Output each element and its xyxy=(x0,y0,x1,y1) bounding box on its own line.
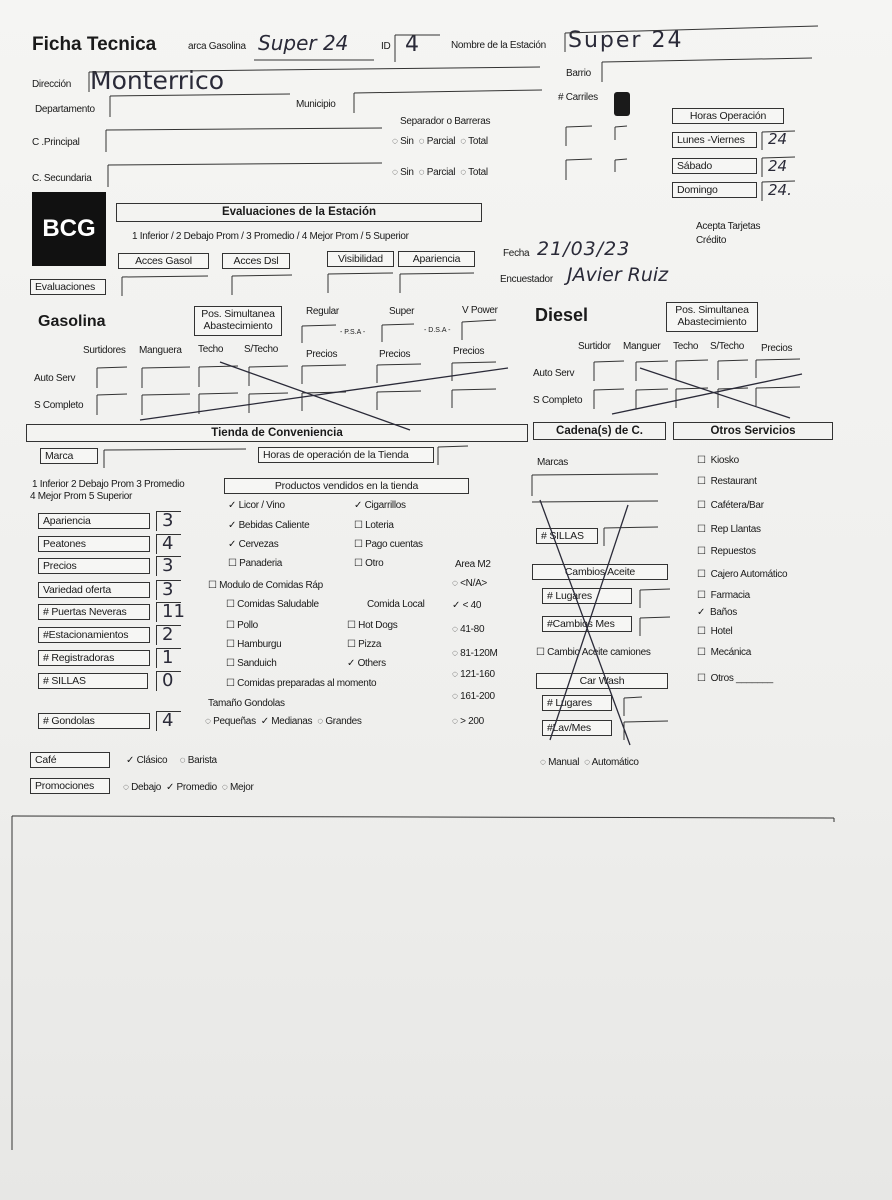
otros-item[interactable]: ✓ Baños xyxy=(697,607,737,618)
product-item[interactable]: ✓ Cigarrillos xyxy=(354,500,406,511)
diesel-title: Diesel xyxy=(535,305,589,325)
promociones-label: Promociones xyxy=(30,778,110,794)
vpower-label: V Power xyxy=(462,305,498,316)
form-title: Ficha Tecnica xyxy=(32,34,157,55)
municipio-label: Municipio xyxy=(296,99,336,110)
cambios-lugares: # Lugares xyxy=(542,588,632,604)
evaluaciones-scale: 1 Inferior / 2 Debajo Prom / 3 Promedio / 4 Mejor Prom / 5 Superior xyxy=(132,231,409,242)
wash-options[interactable]: ◌ Manual ◌ Automático xyxy=(540,757,639,768)
rating-label: # Puertas Neveras xyxy=(38,604,150,620)
separador-label: Separador o Barreras xyxy=(400,116,491,127)
encuestador-label: Encuestador xyxy=(500,274,553,285)
tienda-marca: Marca xyxy=(40,448,98,464)
cambios-aceite: Cambios Aceite xyxy=(532,564,668,580)
rating-label: # Gondolas xyxy=(38,713,150,729)
dsl-col-surtidor: Surtidor xyxy=(578,341,611,352)
gas-precios-2: Precios xyxy=(379,349,411,360)
sep1-options[interactable]: ◌ Sin ◌ Parcial ◌ Total xyxy=(392,136,488,147)
comidas-saludable: ☐ Comidas Saludable xyxy=(226,599,319,610)
productos-title: Productos vendidos en la tienda xyxy=(224,478,469,494)
dsl-pos-simultanea: Pos. Simultanea Abastecimiento xyxy=(666,302,758,332)
food-item[interactable]: ☐ Pollo xyxy=(226,620,258,631)
rating-value: 0 xyxy=(162,670,174,691)
cambios-mes: #Cambios Mes xyxy=(542,616,632,632)
hours-dom-value: 24. xyxy=(768,181,792,199)
area-option[interactable]: ◌ 81-120M xyxy=(452,648,498,659)
rating-label: Precios xyxy=(38,558,150,574)
gas-precios-1: Precios xyxy=(306,349,338,360)
product-item[interactable]: ☐ Panaderia xyxy=(228,558,283,569)
rating-label: Apariencia xyxy=(38,513,150,529)
gas-col-surtidores: Surtidores xyxy=(83,345,126,356)
food-item[interactable]: ☐ Hamburgu xyxy=(226,639,282,650)
tienda-title: Tienda de Conveniencia xyxy=(26,424,528,442)
gas-col-manguera: Manguera xyxy=(139,345,182,356)
tienda-horas: Horas de operación de la Tienda xyxy=(258,447,434,463)
nombre-label: Nombre de la Estación xyxy=(451,40,546,51)
rating-label: Variedad oferta xyxy=(38,582,150,598)
area-option[interactable]: ◌ > 200 xyxy=(452,716,484,727)
tienda-scale2: 4 Mejor Prom 5 Superior xyxy=(30,491,133,502)
hours-title: Horas Operación xyxy=(672,108,784,124)
rating-value: 3 xyxy=(162,579,174,600)
otros-item[interactable]: ☐ Mecánica xyxy=(697,647,752,658)
food-item[interactable]: ☐ Hot Dogs xyxy=(347,620,398,631)
regular-label: Regular xyxy=(306,306,339,317)
food-item[interactable]: ☐ Sanduich xyxy=(226,658,277,669)
acces-dsl-label: Acces Dsl xyxy=(222,253,290,269)
marca-label: arca Gasolina xyxy=(188,41,246,52)
promo-options[interactable]: ◌ Debajo ✓ Promedio ◌ Mejor xyxy=(123,782,254,793)
barrio-label: Barrio xyxy=(566,68,591,79)
food-item[interactable]: ✓ Others xyxy=(347,658,386,669)
tamano-label: Tamaño Gondolas xyxy=(208,698,285,709)
credito-label: Crédito xyxy=(696,235,727,246)
direccion-label: Dirección xyxy=(32,79,71,90)
area-option[interactable]: ✓ < 40 xyxy=(452,600,482,611)
id-label: ID xyxy=(381,41,391,52)
carriles-label: # Carriles xyxy=(558,92,598,103)
direccion-value: Monterrico xyxy=(90,66,224,95)
cafe-options[interactable]: ✓ Clásico ◌ Barista xyxy=(126,755,217,766)
modulo-label: ☐ Modulo de Comidas Ráp xyxy=(208,580,323,591)
otros-item[interactable]: ☐ Farmacia xyxy=(697,590,750,601)
otros-item[interactable]: ☐ Cajero Automático xyxy=(697,569,788,580)
car-wash: Car Wash xyxy=(536,673,668,689)
rating-value: 11 xyxy=(162,601,185,622)
rating-label: Peatones xyxy=(38,536,150,552)
product-item[interactable]: ✓ Cervezas xyxy=(228,539,279,550)
tienda-scale1: 1 Inferior 2 Debajo Prom 3 Promedio xyxy=(32,479,185,490)
otros-item[interactable]: ☐ Restaurant xyxy=(697,476,757,487)
otros-title: Otros Servicios xyxy=(673,422,833,440)
product-item[interactable]: ☐ Pago cuentas xyxy=(354,539,423,550)
evaluaciones-label: Evaluaciones xyxy=(30,279,106,295)
fecha-value: 21/03/23 xyxy=(537,238,631,260)
dsl-col-manguer: Manguer xyxy=(623,341,661,352)
hours-lv-value: 24 xyxy=(768,130,788,148)
acces-gasol-label: Acces Gasol xyxy=(118,253,209,269)
area-option[interactable]: ◌ 121-160 xyxy=(452,669,495,680)
otros-item[interactable]: ☐ Cafétera/Bar xyxy=(697,500,764,511)
departamento-label: Departamento xyxy=(35,104,95,115)
cadena-marcas: Marcas xyxy=(537,457,568,468)
area-option[interactable]: ◌ 161-200 xyxy=(452,691,495,702)
rating-value: 1 xyxy=(162,647,174,668)
super-label: Super xyxy=(389,306,415,317)
rating-label: # Registradoras xyxy=(38,650,150,666)
psa-label: - P.S.A - xyxy=(340,329,366,336)
sep2-options[interactable]: ◌ Sin ◌ Parcial ◌ Total xyxy=(392,167,488,178)
hours-dom-label: Domingo xyxy=(672,182,757,198)
otros-item[interactable]: ☐ Hotel xyxy=(697,626,733,637)
rating-value: 3 xyxy=(162,510,174,531)
rating-label: # SILLAS xyxy=(38,673,148,689)
acepta-tarjetas-label: Acepta Tarjetas xyxy=(696,221,761,232)
rating-value: 4 xyxy=(162,710,174,731)
hours-sab-label: Sábado xyxy=(672,158,757,174)
area-option[interactable]: ◌ <N/A> xyxy=(452,578,487,589)
comidas-preparadas: ☐ Comidas preparadas al momento xyxy=(226,678,377,689)
rating-value: 2 xyxy=(162,624,174,645)
cadena-sillas: # SILLAS xyxy=(536,528,598,544)
dsl-col-techo: Techo xyxy=(673,341,699,352)
gas-col-stecho: S/Techo xyxy=(244,344,279,355)
dsl-precios: Precios xyxy=(761,343,793,354)
product-item[interactable]: ☐ Loteria xyxy=(354,520,394,531)
encuestador-value: JAvier Ruiz xyxy=(567,264,669,286)
marca-value: Super 24 xyxy=(258,31,349,55)
cadena-title: Cadena(s) de C. xyxy=(533,422,666,440)
otros-item[interactable]: ☐ Kiosko xyxy=(697,455,739,466)
cafe-label: Café xyxy=(30,752,110,768)
otros-item[interactable]: ☐ Otros _______ xyxy=(697,673,773,684)
dsl-s-completo: S Completo xyxy=(533,395,583,406)
id-value: 4 xyxy=(405,32,419,57)
product-item[interactable]: ☐ Otro xyxy=(354,558,384,569)
apariencia-label: Apariencia xyxy=(398,251,475,267)
fecha-label: Fecha xyxy=(503,248,530,259)
gas-auto-serv: Auto Serv xyxy=(34,373,76,384)
cambio-camiones: ☐ Cambio Aceite camiones xyxy=(536,647,651,658)
gas-col-techo: Techo xyxy=(198,344,224,355)
car-wash-lugares: # Lugares xyxy=(542,695,612,711)
gasolina-title: Gasolina xyxy=(38,313,106,330)
dsl-auto-serv: Auto Serv xyxy=(533,368,575,379)
otros-item[interactable]: ☐ Repuestos xyxy=(697,546,756,557)
tamano-options[interactable]: ◌ Pequeñas ✓ Medianas ◌ Grandes xyxy=(205,716,362,727)
traffic-light-icon xyxy=(614,92,630,116)
area-label: Area M2 xyxy=(455,559,491,570)
comida-local: Comida Local xyxy=(367,599,425,610)
lav-mes: #Lav/Mes xyxy=(542,720,612,736)
c-secundaria-label: C. Secundaria xyxy=(32,173,92,184)
gas-s-completo: S Completo xyxy=(34,400,84,411)
hours-sab-value: 24 xyxy=(768,157,788,175)
visibilidad-label: Visibilidad xyxy=(327,251,394,267)
evaluaciones-title: Evaluaciones de la Estación xyxy=(116,203,482,222)
rating-label: #Estacionamientos xyxy=(38,627,150,643)
hours-lv-label: Lunes -Viernes xyxy=(672,132,757,148)
dsa-label: - D.S.A - xyxy=(424,327,451,334)
nombre-value: Super 24 xyxy=(568,28,684,53)
dsl-col-stecho: S/Techo xyxy=(710,341,745,352)
gas-precios-3: Precios xyxy=(453,346,485,357)
rating-value: 3 xyxy=(162,555,174,576)
rating-value: 4 xyxy=(162,533,174,554)
product-item[interactable]: ✓ Licor / Vino xyxy=(228,500,285,511)
product-item[interactable]: ✓ Bebidas Caliente xyxy=(228,520,310,531)
bcg-logo: BCG xyxy=(32,192,106,266)
area-option[interactable]: ◌ 41-80 xyxy=(452,624,485,635)
gas-pos-simultanea: Pos. Simultanea Abastecimiento xyxy=(194,306,282,336)
otros-item[interactable]: ☐ Rep Llantas xyxy=(697,524,761,535)
food-item[interactable]: ☐ Pizza xyxy=(347,639,382,650)
c-principal-label: C .Principal xyxy=(32,137,80,148)
